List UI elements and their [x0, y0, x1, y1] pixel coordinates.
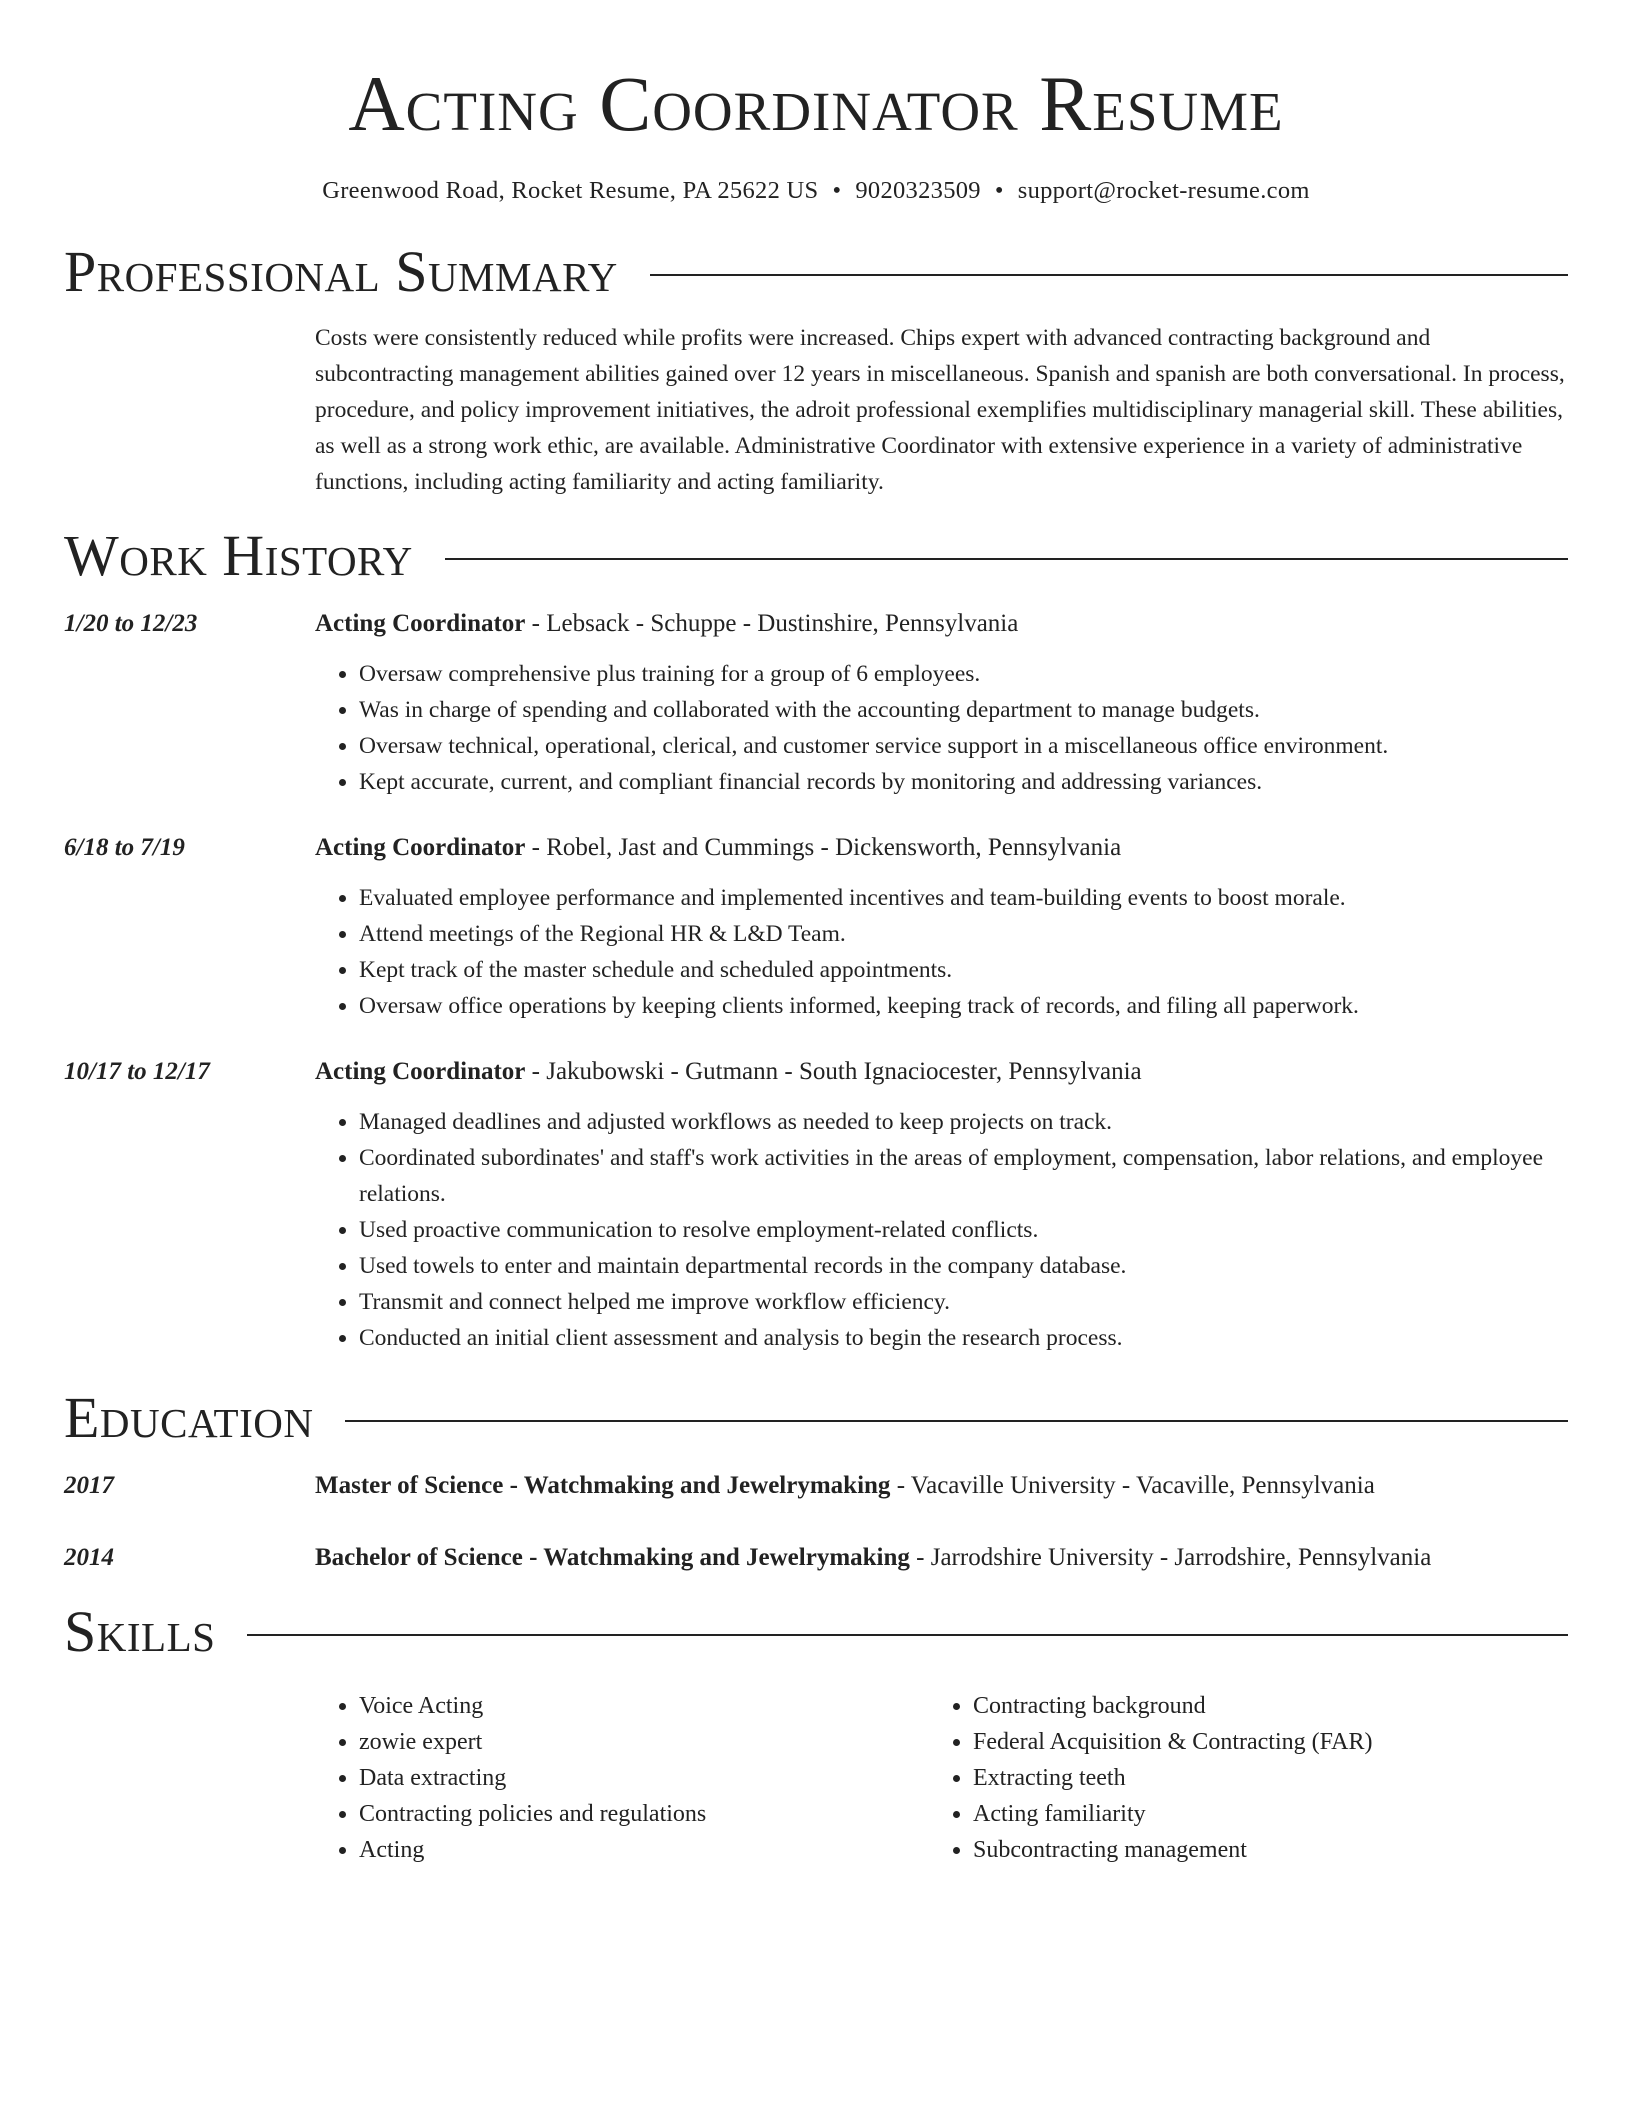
job-bullet: • Was in charge of spending and collaborated with the accounting department to manage budgets.	[359, 692, 1568, 728]
skill-item: • zowie expert	[359, 1724, 929, 1760]
job-title: Acting Coordinator	[315, 834, 526, 861]
job-heading	[315, 606, 1568, 642]
education-year: 2014	[64, 1544, 114, 1571]
contact-address: Greenwood Road, Rocket Resume, PA 25622 US	[322, 177, 819, 204]
education-degree: Master of Science - Watchmaking and Jewelrymaking	[315, 1472, 891, 1499]
section-skills-header	[64, 1598, 1568, 1666]
contact-phone: 9020323509	[855, 177, 981, 204]
job-heading	[315, 1054, 1568, 1090]
job-bullet: • Oversaw office operations by keeping clients informed, keeping track of records, and filing all paperwork.	[359, 988, 1568, 1024]
job-body	[315, 1054, 1568, 1356]
job-bullets	[315, 656, 1568, 800]
job-details: - Robel, Jast and Cummings - Dickensworth, Pennsylvania	[525, 834, 1122, 861]
job-bullet: • Evaluated employee performance and implemented incentives and team-building events to boost morale.	[359, 880, 1568, 916]
job-body	[315, 606, 1568, 800]
section-work-header	[64, 522, 1568, 590]
education-degree: Bachelor of Science - Watchmaking and Jewelrymaking	[315, 1544, 910, 1571]
skill-item: • Acting familiarity	[973, 1796, 1568, 1832]
skill-item: • Extracting teeth	[973, 1760, 1568, 1796]
skill-item: • Acting	[359, 1832, 929, 1868]
job-bullets	[315, 880, 1568, 1024]
section-summary-header	[64, 238, 1568, 306]
section-heading-summary: Professional Summary	[64, 239, 618, 304]
skill-item: • Federal Acquisition & Contracting (FAR)	[973, 1724, 1568, 1760]
section-education-header	[64, 1384, 1568, 1452]
section-divider	[247, 1634, 1568, 1636]
education-heading	[315, 1468, 1375, 1504]
section-divider	[650, 274, 1568, 276]
job-bullet: • Used proactive communication to resolve employment-related conflicts.	[359, 1212, 1568, 1248]
job-dates: 1/20 to 12/23	[64, 610, 198, 637]
skills-column-right	[929, 1688, 1568, 1868]
job-bullet: • Transmit and connect helped me improve workflow efficiency.	[359, 1284, 1568, 1320]
section-divider	[345, 1420, 1568, 1422]
summary-text: Costs were consistently reduced while profits were increased. Chips expert with advanced contracting background and subcontracting management abilities gained over 12 years in miscellaneous. Spanish and spanish are both conversational. In process, procedure, and policy improvement initiatives, the adroit professional exemplifies multidisciplinary managerial skill. These abilities, as well as a strong work ethic, are available. Administrative Coordinator with extensive experience in a variety of administrative functions, including acting familiarity and acting familiarity.	[315, 325, 1565, 495]
skill-item: • Contracting policies and regulations	[359, 1796, 929, 1832]
section-heading-education: Education	[64, 1385, 314, 1450]
skills-column-left	[315, 1688, 929, 1868]
job-bullet: • Kept accurate, current, and compliant financial records by monitoring and addressing variances.	[359, 764, 1568, 800]
contact-line	[64, 174, 1568, 208]
skill-item: • Subcontracting management	[973, 1832, 1568, 1868]
skill-item: • Voice Acting	[359, 1688, 929, 1724]
job-bullet: • Attend meetings of the Regional HR & L&D Team.	[359, 916, 1568, 952]
job-entry	[64, 1054, 1568, 1356]
education-details: - Jarrodshire University - Jarrodshire, Pennsylvania	[909, 1544, 1432, 1571]
job-entry	[64, 606, 1568, 800]
job-details: - Jakubowski - Gutmann - South Ignaciocester, Pennsylvania	[525, 1058, 1142, 1085]
job-title: Acting Coordinator	[315, 610, 526, 637]
skills-list	[315, 1688, 1568, 1868]
job-body	[315, 830, 1568, 1024]
education-year: 2017	[64, 1472, 114, 1499]
education-heading	[315, 1540, 1431, 1576]
job-bullet: • Conducted an initial client assessment and analysis to begin the research process.	[359, 1320, 1568, 1356]
job-details: - Lebsack - Schuppe - Dustinshire, Pennsylvania	[525, 610, 1019, 637]
education-entry	[64, 1540, 1568, 1576]
contact-separator: •	[832, 177, 842, 204]
job-bullet: • Used towels to enter and maintain departmental records in the company database.	[359, 1248, 1568, 1284]
job-bullet: • Managed deadlines and adjusted workflows as needed to keep projects on track.	[359, 1104, 1568, 1140]
section-heading-skills: Skills	[64, 1599, 216, 1664]
job-bullet: • Coordinated subordinates' and staff's work activities in the areas of employment, compensation, labor relations, and employee relations.	[359, 1140, 1568, 1212]
education-entry	[64, 1468, 1568, 1504]
skill-item: • Contracting background	[973, 1688, 1568, 1724]
job-bullet: • Kept track of the master schedule and scheduled appointments.	[359, 952, 1568, 988]
job-title: Acting Coordinator	[315, 1058, 526, 1085]
job-dates: 6/18 to 7/19	[64, 834, 185, 861]
job-dates: 10/17 to 12/17	[64, 1058, 210, 1085]
section-divider	[445, 558, 1568, 560]
job-heading	[315, 830, 1568, 866]
education-details: - Vacaville University - Vacaville, Pennsylvania	[890, 1472, 1375, 1499]
skill-item: • Data extracting	[359, 1760, 929, 1796]
job-bullet: • Oversaw technical, operational, clerical, and customer service support in a miscellaneous office environment.	[359, 728, 1568, 764]
job-bullet: • Oversaw comprehensive plus training for a group of 6 employees.	[359, 656, 1568, 692]
section-heading-work: Work History	[64, 523, 413, 588]
contact-separator: •	[994, 177, 1004, 204]
job-entry	[64, 830, 1568, 1024]
job-bullets	[315, 1104, 1568, 1356]
contact-email: support@rocket-resume.com	[1017, 177, 1310, 204]
resume-title: Acting Coordinator Resume	[348, 60, 1284, 147]
